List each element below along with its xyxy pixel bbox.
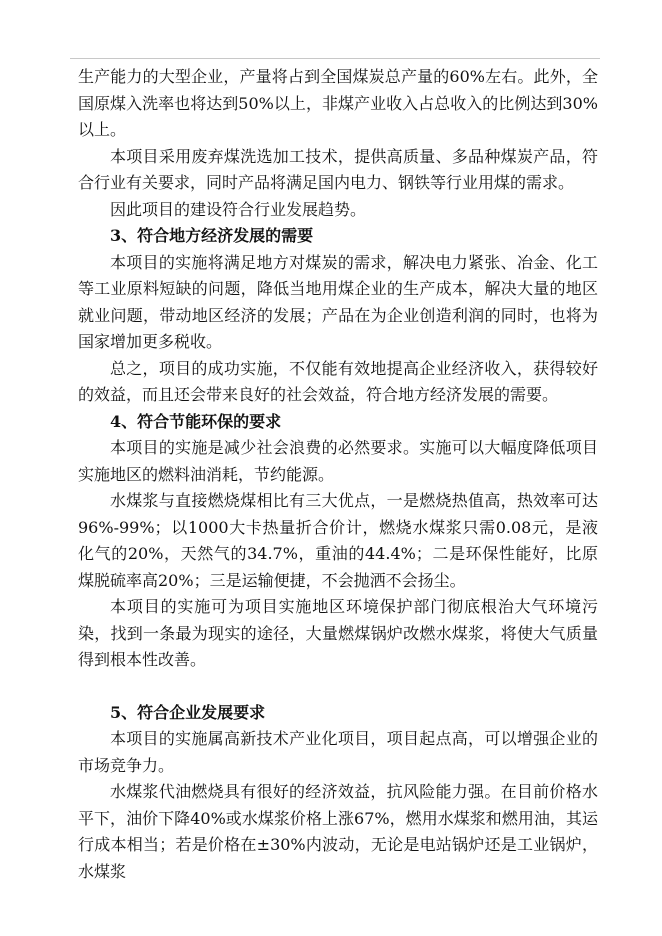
paragraph-local-summary: 总之，项目的成功实施，不仅能有效地提高企业经济收入，获得较好的效益，而且还会带来良好的社会效益，符合地方经济发展的需要。 [78, 358, 598, 404]
document-body [78, 64, 598, 885]
paragraph-coal-washing: 本项目采用废弃煤洗选加工技术，提供高质量、多品种煤炭产品，符合行业有关要求，同时产品将满足国内电力、钢铁等行业用煤的需求。 [78, 146, 598, 192]
paragraph-continuation: 生产能力的大型企业，产量将占到全国煤炭总产量的60%左右。此外，全国原煤入洗率也将达到50%以上，非煤产业收入占总收入的比例达到30%以上。 [78, 67, 598, 139]
header-rule [70, 58, 600, 59]
section-heading-5: 5、符合企业发展要求 [110, 702, 266, 722]
paragraph-economic-benefit: 水煤浆代油燃烧具有很好的经济效益，抗风险能力强。在目前价格水平下，油价下降40%或水煤浆价格上涨67%，燃用水煤浆和燃用油，其运行成本相当；若是价格在±30%内波动，无论是电站锅炉还是工业锅炉，水煤浆 [78, 782, 598, 881]
paragraph-energy-saving: 本项目的实施是减少社会浪费的必然要求。实施可以大幅度降低项目实施地区的燃料油消耗，节约能源。 [78, 438, 598, 484]
blank-line [78, 674, 598, 700]
paragraph-coal-slurry-advantages: 水煤浆与直接燃烧煤相比有三大优点，一是燃烧热值高，热效率可达96%-99%；以1000大卡热量折合价计，燃烧水煤浆只需0.08元，是液化气的20%，天然气的34.7%，重油的44.4%；二是环保性能好，比原煤脱硫率高20%；三是运输便捷，不会抛洒不会扬尘。 [78, 491, 598, 590]
section-heading-4: 4、符合节能环保的要求 [110, 411, 282, 431]
paragraph-air-quality: 本项目的实施可为项目实施地区环境保护部门彻底根治大气环境污染，找到一条最为现实的途径，大量燃煤锅炉改燃水煤浆，将使大气质量得到根本性改善。 [78, 597, 598, 669]
paragraph-local-demand: 本项目的实施将满足地方对煤炭的需求，解决电力紧张、冶金、化工等工业原料短缺的问题，降低当地用煤企业的生产成本，解决大量的地区就业问题，带动地区经济的发展；产品在为企业创造利润的同时，也将为国家增加更多税收。 [78, 252, 598, 351]
paragraph-industry-trend: 因此项目的建设符合行业发展趋势。 [110, 199, 367, 219]
paragraph-high-tech: 本项目的实施属高新技术产业化项目，项目起点高，可以增强企业的市场竞争力。 [78, 729, 598, 775]
section-heading-3: 3、符合地方经济发展的需要 [110, 226, 314, 245]
